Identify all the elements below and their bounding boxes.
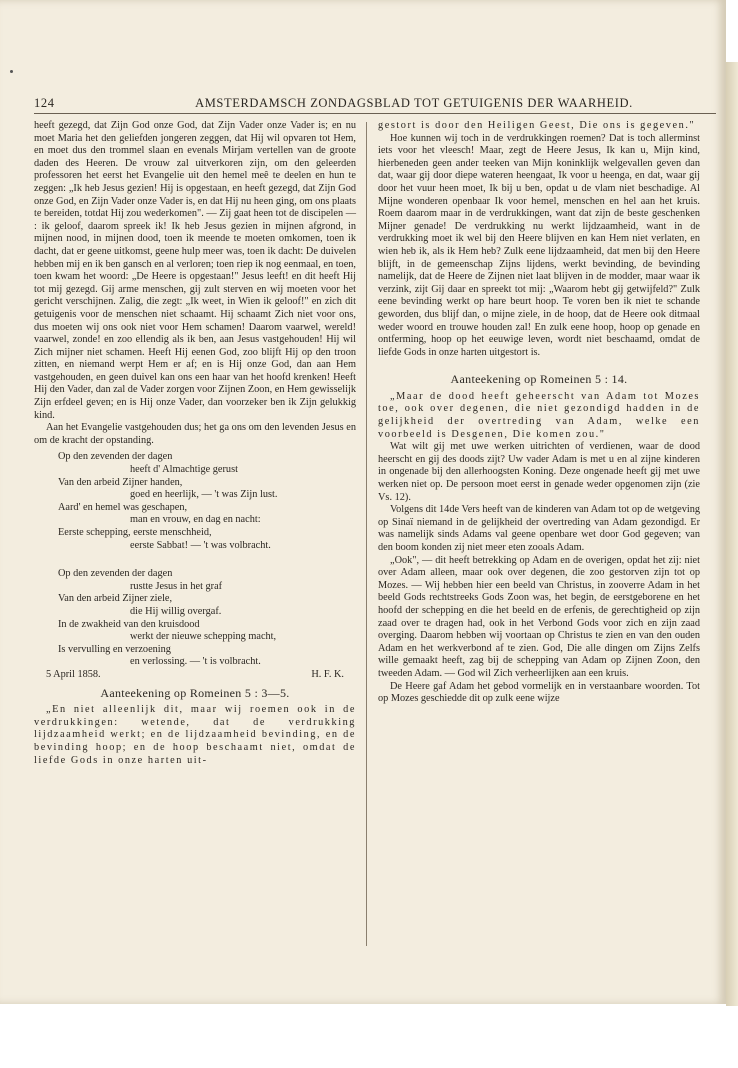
left-column: [34, 120, 356, 767]
section-heading: Aanteekening op Romeinen 5 : 14.: [450, 372, 628, 387]
right-column: [378, 120, 700, 706]
scripture-quote-continued: gestort is door den Heiligen Geest, Die ons is gegeven.": [378, 120, 696, 131]
header-rule: [34, 113, 716, 114]
poem-line: goed en heerlijk, — 't was Zijn lust.: [130, 489, 278, 501]
poem-line: werkt der nieuwe schepping macht,: [130, 631, 277, 643]
poem-line: Op den zevenden der dagen: [58, 451, 173, 463]
scripture-quote: „Maar de dood heeft geheerscht van Adam tot Mozes toe, ook over degenen, die niet gezondigd hadden in de gelijkheid der overtreding van Adam, welke een voorbeeld is Desgenen, Die komen zou.": [378, 390, 700, 440]
poem-line: Eerste schepping, eerste menschheid,: [58, 527, 212, 538]
page-header: [34, 96, 700, 112]
poem-line: heeft d' Almachtige gerust: [130, 464, 238, 476]
page-binding-edge: [726, 62, 738, 1006]
poem-stanza-2: [34, 568, 356, 669]
author-initials: H. F. K.: [311, 668, 344, 680]
right-paragraph-5: De Heere gaf Adam het gebod vormelijk en in verstaanbare woorden. Tot op Mozes geschiedde dit op zulk eene wijze: [378, 680, 700, 705]
left-paragraph-2: Aan het Evangelie vastgehouden dus; het ga ons om den levenden Jesus en om de kracht der opstanding.: [34, 422, 356, 446]
scripture-quote: „En niet alleenlijk dit, maar wij roemen ook in de verdrukkingen: wetende, dat de verdrukking lijdzaamheid werkt; en de lijdzaamheid bevinding, en de bevinding hoop; en de hoop beschaamt niet, omdat de liefde Gods in onze harten uit-: [34, 704, 356, 766]
page-number: 124: [34, 96, 55, 110]
signature-line: [34, 669, 356, 682]
poem-line: en verlossing. — 't is volbracht.: [130, 656, 261, 668]
right-paragraph-4: „Ook", — dit heeft betrekking op Adam en de overigen, opdat het zij: niet over Adam alleen, maar ook over degenen, die zoo gestorven zijn tot op Mozes. — Wij hebben hier een beeld van Christus, in zooverre Adam in het beeld Gods rechtstreeks Gods Zoon was, het begin, de eerstgeborene en het hoofd der schepping en die het beeld en de erfenis, de gerechtigheid op zijn zaad over te dragen had, ook in het Verbond Gods voor zich en zijn zaad overging. Daarom hebben wij voortaan op Christus te zien en van den ouden Adam en het werkverbond af te zien. God, Die alle dingen om Zijns Zelfs wille gemaakt heeft, zag bij de schepping van Adam op Zijnen Zoon, den tweeden Adam. — God wil Zich verheerlijken aan een kruis.: [378, 554, 700, 679]
poem-date: 5 April 1858.: [46, 668, 101, 680]
left-paragraph-1: heeft gezegd, dat Zijn God onze God, dat Zijn Vader onze Vader is; en nu moet Maria het den geliefden jongeren zeggen, dat Hij wil opvaren tot Hem, en moet dus den trommel slaan en evenals Mirjam vertellen van de groote daden des Heeren. De vrouw zal uitverkoren zijn, om den geleerden professoren het eerst het Evangelie uit den hemel meê te deelen en hun te zeggen: „Ik heb Jesus gezien! Hij is opgestaan, en heeft gezegd, dat Zijn God onze God, en Zijn Vader onze Vader is, en dat Hij nu heen ging, om ons plaats te bereiden, totdat Hij zou wederkomen". — Zij gaat heen tot de discipelen — : ik geloof, daarom spreek ik! Ik heb Jesus gezien in mijnen afgrond, in mijnen nood, in mijnen dood, toen ik meende te moeten omkomen, toen ik dacht, dat er geene uitkomst, geene hulp meer was, toen ik dacht: De duivelen hebben mij en ik ben gansch en al verloren; toen riep ik nog eenmaal, en toen, toen kwam het woord: „De Heere is opgestaan!" Jesus leeft! en dit heeft Hij tot mij gezegd. Gij arme menschen, gij zult sterven en wij moeten voor het gericht verschijnen. Zalig, die zegt: „Ik weet, in Wien ik geloof!" en zich dit getuigenis voor de menschen niet schaamt. Hij schaamt Zich niet voor ons, dus moeten wij ons ook niet voor Hem schamen! Daarom vaarwel, wereld! vaarwel, zonde! en zoo ellendig als ik ben, aan Jesus vastgehouden! Hij wil Zich mijner niet schamen. Heeft Hij eenen God, zoo blijft Hij op den troon zitten, en niemand werpt Hem er af; en is Hij onze God, dan aan Hem vastgehouden, en geen duivel kan ons een haar van het hoofd krenken! Heeft Hij den Vader, dan zal de Vader zorgen voor Zijnen Zoon, en Hem gewisselijk Zijn erfdeel geven; en is Hij onze Vader, dan voorzeker ben ik Zijn gelukkig kind.: [34, 120, 356, 421]
margin-speck: [10, 70, 13, 73]
right-paragraph-1: Hoe kunnen wij toch in de verdrukkingen roemen? Dat is toch allerminst iets voor het vleesch! Maar, zegt de Heere Jesus, Ik kan u, Mijn kind, hierbeneden geen ander teeken van Mijn koninklijk welgevallen geven dan dat, waar gij door diepe wateren heengaat, Ik voor u heenga, en dat, waar gij door het vuur heen moet, Ik bij u ben, opdat u de vlam niet beschadige. Al Mijne wonderen openbaar Ik voor hemel, menschen en hel aan het kruis. Roem daarom maar in de verdrukkingen, want dat zijn de beste geschenken Mijner genade! De verdrukking nu werkt lijdzaamheid, want in de verdrukking moet ik wel bij den Heere blijven en kan Hem niet verlaten, en wien heb ik, als ik Hem heb? Zulk eene lijdzaamheid, dat men bij den Heere blijft, in de gemeenschap Zijns lijdens, werkt bevinding, de bevinding namelijk, dat de Heere de Zijnen niet laat blijven in de modder, maar waar ik verzink, zijt Gij daar en spreekt tot mij: „Waarom hebt gij getwijfeld?" Zulk eene bevinding werkt op hare beurt hoop. Te voren ben ik niet te schande geworden, dus blijf dan, o mijne ziele, in de hoop, dat de Heere ook ditmaal weder woord en trouwe houden zal! En zulk eene hoop, hoop op genade en ontferming, hoop op het eeuwige leven, wordt niet beschaamd, omdat de liefde Gods in onze harten uitgestort is.: [378, 132, 700, 358]
poem-line: Aard' en hemel was geschapen,: [58, 501, 188, 513]
poem-line: Is vervulling en verzoening: [58, 643, 171, 655]
right-paragraph-2: Wat wilt gij met uwe werken uitrichten of verdienen, waar de dood heerscht en gij des doods zijt? Uw vader Adam is met u en al zijne kinderen in ongenade bij den allerhoogsten Koning. Deze ongenade heeft gij met uwe werken niet op. De persoon moet eerst in genade weder opgenomen zijn (zie Vs. 12).: [378, 441, 700, 503]
poem-line: man en vrouw, en dag en nacht:: [130, 514, 261, 526]
poem-line: In de zwakheid van den kruisdood: [58, 618, 200, 630]
poem-stanza-1: [34, 451, 356, 564]
section-heading: Aanteekening op Romeinen 5 : 3—5.: [100, 685, 290, 700]
poem-line: die Hij willig overgaf.: [130, 605, 222, 617]
right-paragraph-3: Volgens dit 14de Vers heeft van de kinderen van Adam tot op de wetgeving op Sinaï niemand in de gelijkheid der overtreding van Adam gezondigd. Er was namelijk sinds Adams val geene openbare wet door God gegeven; van den boom konden zij niet meer eten zooals Adam.: [378, 504, 700, 553]
poem-line: Op den zevenden der dagen: [58, 568, 173, 580]
column-divider: [366, 122, 367, 946]
poem-line: eerste Sabbat! — 't was volbracht.: [130, 539, 271, 551]
poem-line: Van den arbeid Zijner ziele,: [58, 593, 173, 605]
running-title: AMSTERDAMSCH ZONDAGSBLAD TOT GETUIGENIS DER WAARHEID.: [195, 96, 633, 110]
poem-line: rustte Jesus in het graf: [130, 580, 223, 592]
poem-line: Van den arbeid Zijner handen,: [58, 476, 183, 488]
